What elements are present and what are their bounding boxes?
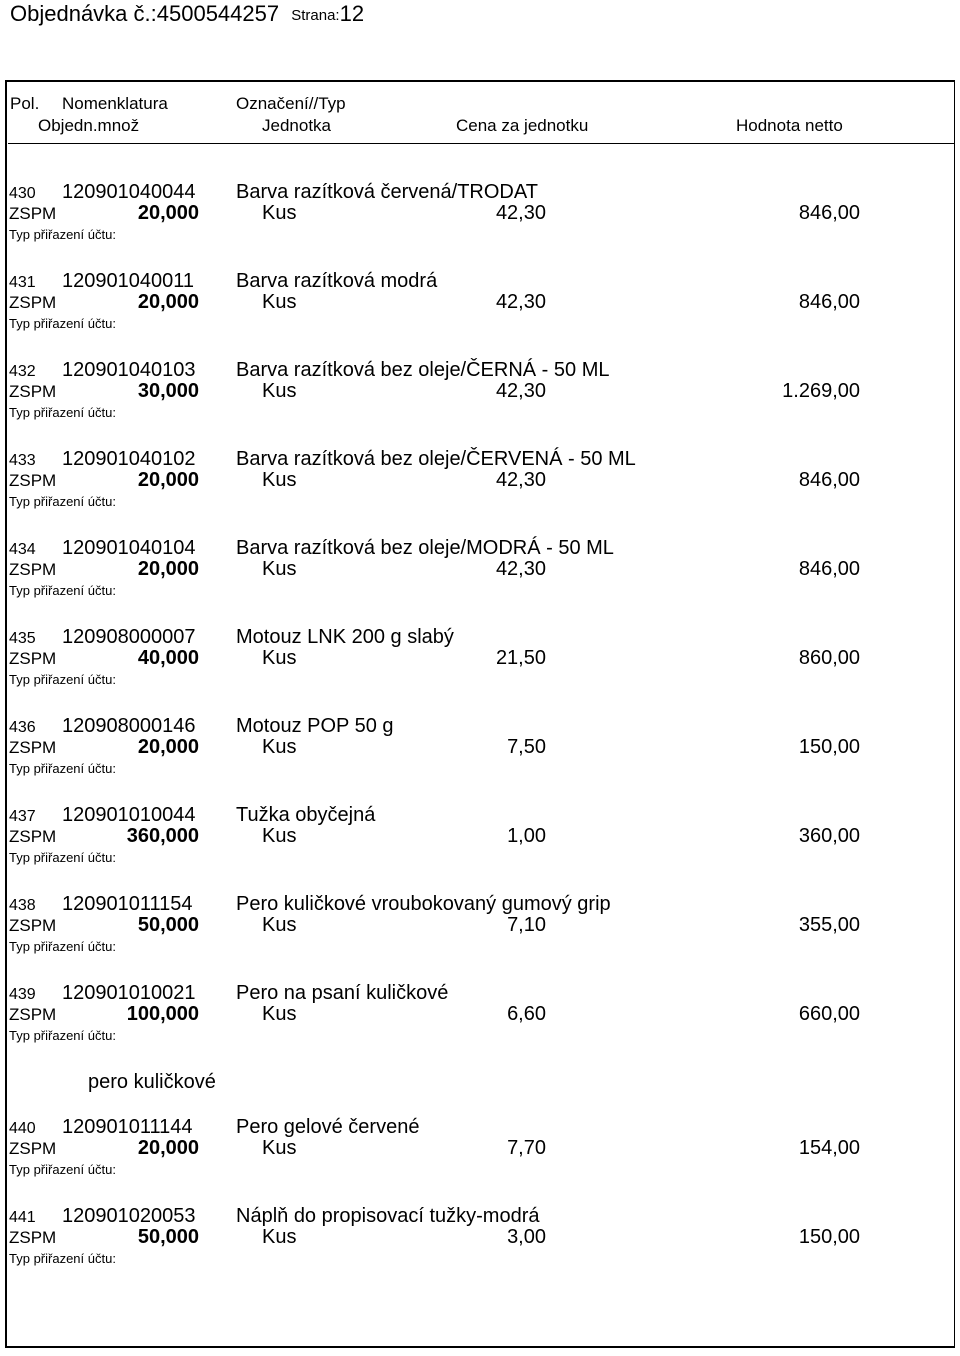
table-row bbox=[0, 354, 960, 434]
item-account-assignment: Typ přiřazení účtu: bbox=[9, 1162, 116, 1177]
item-code: 120901040103 bbox=[62, 359, 196, 381]
column-header-unit: Jednotka bbox=[262, 116, 331, 135]
item-unit-price: 42,30 bbox=[495, 469, 546, 491]
item-pos: 438 bbox=[9, 897, 36, 914]
item-quantity: 20,000 bbox=[137, 469, 199, 491]
item-unit-code: ZSPM bbox=[9, 204, 57, 223]
item-code: 120901011144 bbox=[62, 1116, 193, 1138]
item-unit-price: 6,60 bbox=[507, 1003, 546, 1025]
item-account-assignment: Typ přiřazení účtu: bbox=[9, 405, 116, 420]
item-net-value: 1.269,00 bbox=[782, 380, 860, 402]
item-description: Tužka obyčejná bbox=[236, 804, 376, 826]
table-row bbox=[0, 621, 960, 701]
header-separator bbox=[8, 143, 954, 144]
column-header-order-qty: Objedn.množ bbox=[38, 116, 140, 135]
item-unit-price: 1,00 bbox=[507, 825, 546, 847]
item-code: 120901010044 bbox=[62, 804, 196, 826]
table-row bbox=[0, 888, 960, 968]
item-unit-code: ZSPM bbox=[9, 827, 57, 846]
table-row bbox=[0, 977, 960, 1057]
item-description: Motouz LNK 200 g slabý bbox=[236, 626, 454, 648]
item-description: Pero na psaní kuličkové bbox=[236, 982, 449, 1004]
item-account-assignment: Typ přiřazení účtu: bbox=[9, 494, 116, 509]
item-unit: Kus bbox=[262, 825, 297, 847]
item-unit: Kus bbox=[262, 736, 297, 758]
item-unit-price: 42,30 bbox=[495, 202, 546, 224]
item-description: Motouz POP 50 g bbox=[236, 715, 394, 737]
item-quantity: 20,000 bbox=[137, 1137, 199, 1159]
item-code: 120901010021 bbox=[62, 982, 196, 1004]
item-unit: Kus bbox=[262, 1226, 297, 1248]
item-unit: Kus bbox=[262, 1003, 297, 1025]
item-code: 120908000007 bbox=[62, 626, 196, 648]
item-account-assignment: Typ přiřazení účtu: bbox=[9, 1251, 116, 1266]
item-pos: 433 bbox=[9, 452, 36, 469]
item-unit: Kus bbox=[262, 1137, 297, 1159]
order-number-title: Objednávka č.:4500544257 bbox=[10, 1, 280, 26]
item-net-value: 150,00 bbox=[798, 736, 860, 758]
item-unit-code: ZSPM bbox=[9, 916, 57, 935]
item-quantity: 360,000 bbox=[126, 825, 199, 847]
item-unit-price: 3,00 bbox=[507, 1226, 546, 1248]
document-title bbox=[10, 0, 364, 30]
item-quantity: 20,000 bbox=[137, 558, 199, 580]
item-code: 120901040044 bbox=[62, 181, 196, 203]
item-pos: 436 bbox=[9, 719, 36, 736]
item-unit-price: 7,50 bbox=[507, 736, 546, 758]
item-net-value: 860,00 bbox=[798, 647, 860, 669]
item-unit: Kus bbox=[262, 647, 297, 669]
item-unit-price: 7,10 bbox=[507, 914, 546, 936]
table-row bbox=[0, 1111, 960, 1191]
item-unit: Kus bbox=[262, 202, 297, 224]
table-row bbox=[0, 710, 960, 790]
item-description: Pero kuličkové vroubokovaný gumový grip bbox=[236, 893, 611, 915]
item-net-value: 154,00 bbox=[798, 1137, 860, 1159]
item-account-assignment: Typ přiřazení účtu: bbox=[9, 227, 116, 242]
column-header-nomenclature: Nomenklatura bbox=[62, 94, 168, 113]
item-code: 120901040104 bbox=[62, 537, 196, 559]
item-account-assignment: Typ přiřazení účtu: bbox=[9, 1028, 116, 1043]
item-description: Barva razítková bez oleje/ČERVENÁ - 50 ML bbox=[236, 448, 636, 470]
item-unit-code: ZSPM bbox=[9, 1005, 57, 1024]
item-pos: 439 bbox=[9, 986, 36, 1003]
item-unit: Kus bbox=[262, 914, 297, 936]
item-net-value: 846,00 bbox=[798, 558, 860, 580]
item-pos: 441 bbox=[9, 1209, 36, 1226]
column-header-pos: Pol. bbox=[10, 94, 40, 113]
item-pos: 432 bbox=[9, 363, 36, 380]
item-unit: Kus bbox=[262, 291, 297, 313]
page-number: 12 bbox=[339, 1, 365, 26]
item-unit-code: ZSPM bbox=[9, 471, 57, 490]
item-description: Náplň do propisovací tužky-modrá bbox=[236, 1205, 540, 1227]
item-pos: 430 bbox=[9, 185, 36, 202]
item-net-value: 846,00 bbox=[798, 469, 860, 491]
item-net-value: 846,00 bbox=[798, 202, 860, 224]
item-net-value: 660,00 bbox=[798, 1003, 860, 1025]
item-pos: 440 bbox=[9, 1120, 36, 1137]
item-quantity: 20,000 bbox=[137, 736, 199, 758]
item-unit-code: ZSPM bbox=[9, 649, 57, 668]
item-code: 120901011154 bbox=[62, 893, 193, 915]
item-pos: 431 bbox=[9, 274, 36, 291]
item-description: Barva razítková červená/TRODAT bbox=[236, 181, 538, 203]
table-row bbox=[0, 1200, 960, 1280]
item-unit: Kus bbox=[262, 558, 297, 580]
table-row bbox=[0, 799, 960, 879]
item-code: 120901020053 bbox=[62, 1205, 196, 1227]
item-unit-code: ZSPM bbox=[9, 293, 57, 312]
item-net-value: 846,00 bbox=[798, 291, 860, 313]
item-unit-price: 42,30 bbox=[495, 291, 546, 313]
item-description: Barva razítková bez oleje/ČERNÁ - 50 ML bbox=[236, 359, 610, 381]
page-label: Strana: bbox=[291, 7, 340, 24]
item-net-value: 150,00 bbox=[798, 1226, 860, 1248]
item-quantity: 30,000 bbox=[137, 380, 199, 402]
item-description: Pero gelové červené bbox=[236, 1116, 420, 1138]
item-net-value: 360,00 bbox=[798, 825, 860, 847]
item-pos: 435 bbox=[9, 630, 36, 647]
item-unit: Kus bbox=[262, 380, 297, 402]
item-unit-code: ZSPM bbox=[9, 738, 57, 757]
item-account-assignment: Typ přiřazení účtu: bbox=[9, 583, 116, 598]
item-account-assignment: Typ přiřazení účtu: bbox=[9, 939, 116, 954]
item-quantity: 40,000 bbox=[137, 647, 199, 669]
column-header-designation: Označení//Typ bbox=[236, 94, 346, 113]
group-heading: pero kuličkové bbox=[88, 1071, 216, 1093]
item-unit: Kus bbox=[262, 469, 297, 491]
table-row bbox=[0, 265, 960, 345]
item-unit-price: 7,70 bbox=[507, 1137, 546, 1159]
item-account-assignment: Typ přiřazení účtu: bbox=[9, 850, 116, 865]
item-unit-price: 42,30 bbox=[495, 380, 546, 402]
item-quantity: 50,000 bbox=[137, 1226, 199, 1248]
item-unit-code: ZSPM bbox=[9, 1139, 57, 1158]
item-quantity: 50,000 bbox=[137, 914, 199, 936]
item-account-assignment: Typ přiřazení účtu: bbox=[9, 316, 116, 331]
item-quantity: 20,000 bbox=[137, 291, 199, 313]
item-quantity: 100,000 bbox=[126, 1003, 199, 1025]
table-row bbox=[0, 443, 960, 523]
column-header-net-value: Hodnota netto bbox=[736, 116, 843, 135]
item-unit-code: ZSPM bbox=[9, 560, 57, 579]
item-code: 120901040102 bbox=[62, 448, 196, 470]
item-pos: 434 bbox=[9, 541, 36, 558]
item-unit-code: ZSPM bbox=[9, 382, 57, 401]
item-unit-price: 21,50 bbox=[495, 647, 546, 669]
item-account-assignment: Typ přiřazení účtu: bbox=[9, 761, 116, 776]
item-code: 120901040011 bbox=[62, 270, 194, 292]
item-pos: 437 bbox=[9, 808, 36, 825]
item-quantity: 20,000 bbox=[137, 202, 199, 224]
table-row bbox=[0, 532, 960, 612]
column-header-unit-price: Cena za jednotku bbox=[456, 116, 589, 135]
item-unit-code: ZSPM bbox=[9, 1228, 57, 1247]
table-row bbox=[0, 176, 960, 256]
item-code: 120908000146 bbox=[62, 715, 196, 737]
item-description: Barva razítková bez oleje/MODRÁ - 50 ML bbox=[236, 537, 614, 559]
item-account-assignment: Typ přiřazení účtu: bbox=[9, 672, 116, 687]
item-unit-price: 42,30 bbox=[495, 558, 546, 580]
item-description: Barva razítková modrá bbox=[236, 270, 438, 292]
item-net-value: 355,00 bbox=[798, 914, 860, 936]
